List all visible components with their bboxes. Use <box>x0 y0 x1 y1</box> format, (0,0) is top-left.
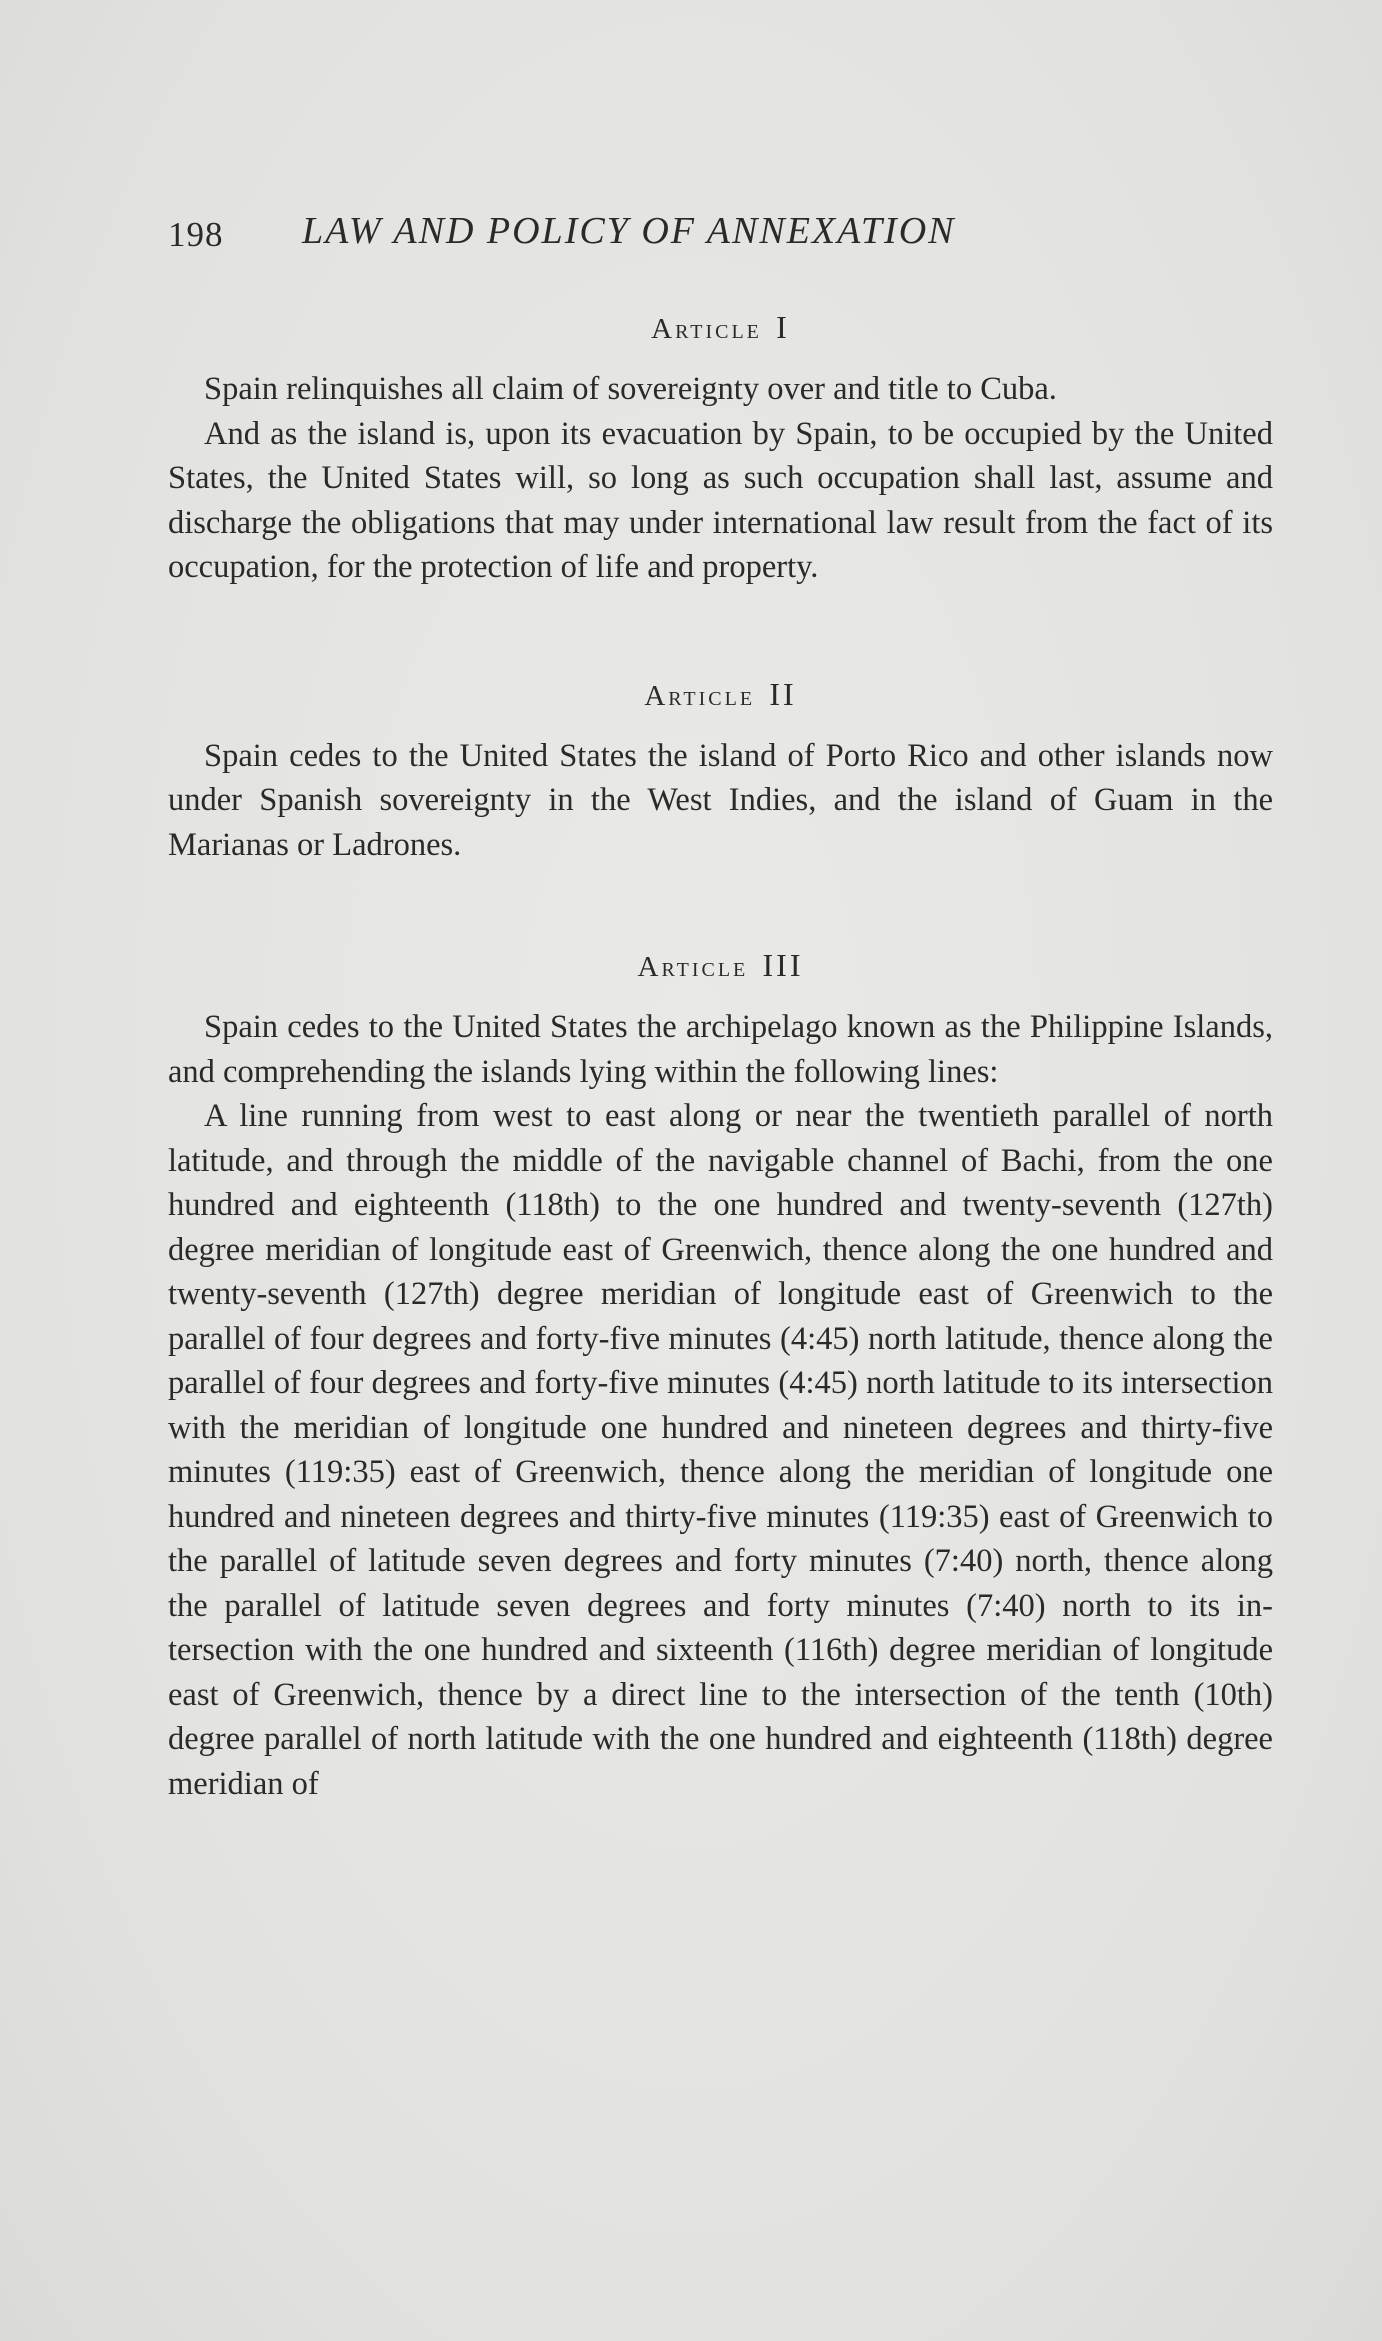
article-heading <box>168 674 1273 716</box>
article-1 <box>168 307 1273 590</box>
running-title: LAW AND POLICY OF ANNEXATION <box>302 210 956 252</box>
running-head <box>168 205 1273 261</box>
page-number: 198 <box>168 215 224 254</box>
article-heading-numeral: I <box>776 309 790 345</box>
article-heading-word: Article <box>644 679 756 712</box>
article-3 <box>168 945 1273 1806</box>
article-paragraph: Spain relinquishes all claim of sovereignty over and title to Cuba. <box>204 371 1057 407</box>
article-heading-numeral: III <box>762 947 804 983</box>
article-paragraph: A line running from west to east along or near the twentieth parallel of north latitude, and through the middle of the navigable channel of Bachi, from the one hundred and eighteenth (118th) to the one hundred and twenty-seventh (127th) degree meridian of longitude east of Greenwich, thence along the one hundred and twenty-seventh (127th) degree meridian of longitude east of Greenwich to the parallel of four degrees and forty-five minutes (4:45) north latitude, thence along the parallel of four degrees and forty-five minutes (4:45) north latitude to its intersection with the meridian of longitude one hundred and nineteen degrees and thirty-five minutes (119:35) east of Greenwich, thence along the meridian of longitude one hundred and nineteen degrees and thirty-five minutes (119:35) east of Greenwich to the parallel of latitude seven degrees and forty minutes (7:40) north, thence along the parallel of latitude seven degrees and forty minutes (7:40) north to its intersection with the one hundred and sixteenth (116th) degree meridian of longitude east of Greenwich, thence by a direct line to the intersection of the tenth (10th) degree parallel of north latitude with the one hundred and eighteenth (118th) degree meridian of <box>168 1098 1273 1802</box>
article-heading <box>168 945 1273 987</box>
article-heading <box>168 307 1273 349</box>
article-2 <box>168 674 1273 868</box>
article-paragraph: Spain cedes to the United States the archipelago known as the Philippine Islands, and comprehending the islands lying within the following lines: <box>168 1009 1273 1090</box>
article-heading-word: Article <box>651 313 762 345</box>
article-paragraph: Spain cedes to the United States the island of Porto Rico and other islands now under Spanish sovereignty in the West Indies, and the island of Guam in the Marianas or Ladrones. <box>168 737 1273 863</box>
article-heading-word: Article <box>637 951 749 983</box>
page-content <box>168 205 1273 1878</box>
article-heading-numeral: II <box>769 675 797 712</box>
article-paragraph: And as the island is, upon its evacuation by Spain, to be occupied by the United States, the United States will, so long as such occupation shall last, assume and discharge the obligations that may under international law result from the fact of its occupation, for the protection of life and property. <box>168 415 1273 585</box>
